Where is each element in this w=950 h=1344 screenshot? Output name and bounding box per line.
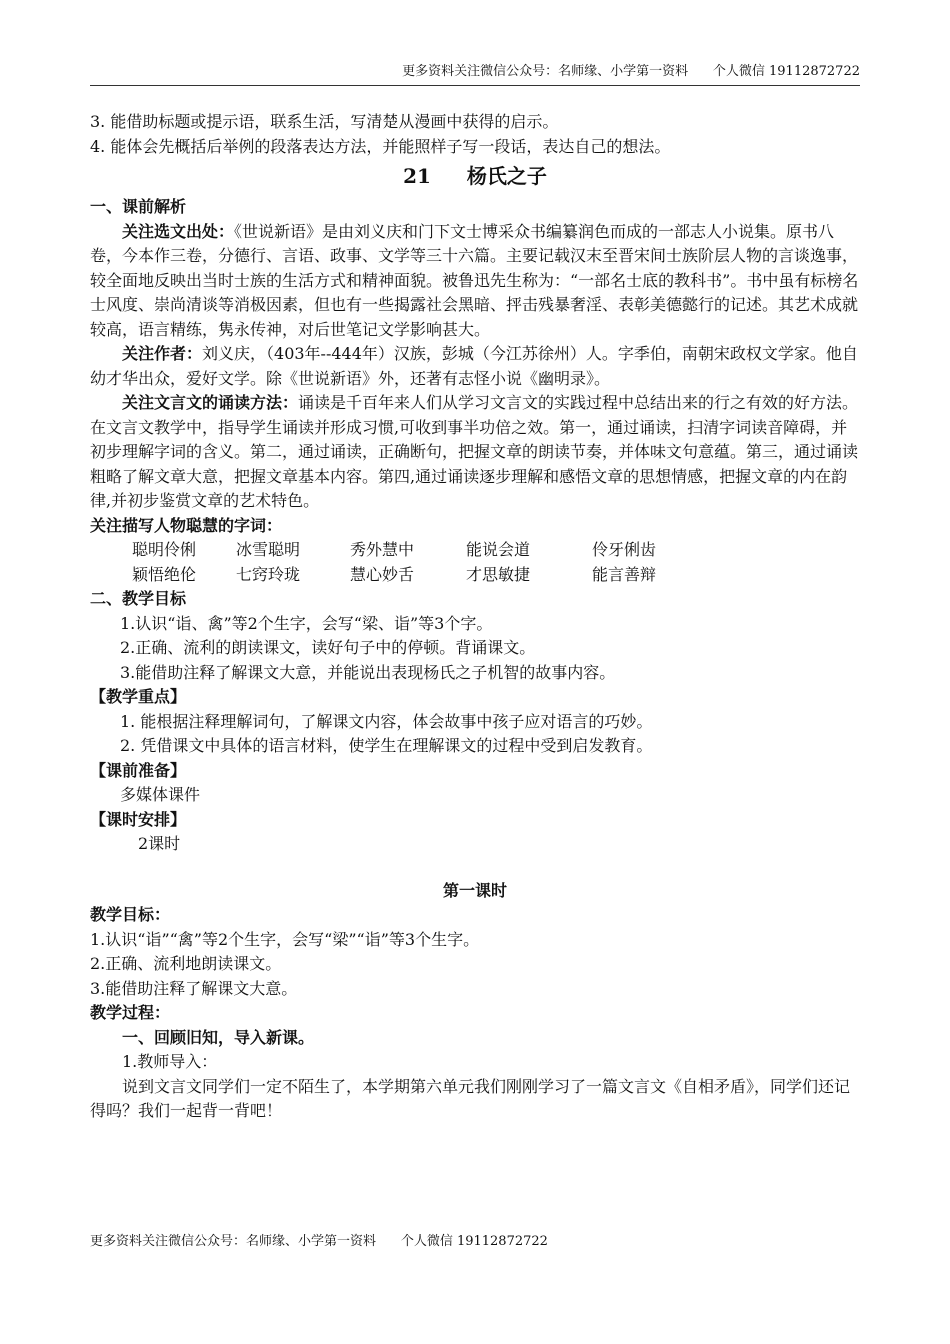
- prep-heading: 【课前准备】: [90, 760, 187, 780]
- author-paragraph: [90, 342, 860, 391]
- lesson-number: 21: [403, 164, 431, 188]
- word-item: 颖悟绝伦: [132, 564, 197, 584]
- word-item: 冰雪聪明: [236, 540, 301, 559]
- goal-item: 2.正确、流利的朗读课文，读好句子中的停顿。背诵课文。: [120, 638, 536, 657]
- words-row-2: [90, 563, 860, 588]
- method-text: 诵读是千百年来人们从学习文言文的实践过程中总结出来的行之有效的好方法。在文言文教学中，指导学生诵读并形成习惯,可收到事半功倍之效。第一，通过诵读，扫清字词读音障碍，并初步理解字词的含义。第二，通过诵读，正确断句，把握文章的朗读节奏，并体味文句意蕴。第三，通过诵读粗略了解文章大意，把握文章基本内容。第四,通过诵读逐步理解和感悟文章的思想情感，把握文章的内在韵律,并初步鉴赏文章的艺术特色。: [90, 393, 859, 510]
- period1-goals-heading: 教学目标：: [90, 905, 171, 924]
- lesson-title: [90, 161, 860, 191]
- step1-text: 说到文言文同学们一定不陌生了，本学期第六单元我们刚刚学习了一篇文言文《自相矛盾》，同学们还记得吗？我们一起背一背吧！: [90, 1076, 851, 1120]
- word-item: 伶牙俐齿: [592, 540, 657, 559]
- page-footer: [90, 1230, 548, 1249]
- keypoint-item: 1. 能根据注释理解词句，了解课文内容，体会故事中孩子应对语言的巧妙。: [120, 711, 653, 731]
- section1-heading: 一、课前解析: [90, 197, 187, 216]
- page-header: [90, 60, 860, 86]
- word-item: 秀外慧中: [350, 540, 415, 559]
- step1-sub: 1.教师导入：: [122, 1052, 218, 1071]
- prior-item: 4. 能体会先概括后举例的段落表达方法，并能照样子写一段话，表达自己的想法。: [90, 136, 671, 156]
- source-label: 关注选文出处：: [122, 221, 235, 241]
- method-label: 关注文言文的诵读方法：: [122, 393, 299, 412]
- period1-goal: 1.认识“诣”“禽”等2个生字，会写“梁”“诣”等3个生字。: [90, 929, 480, 949]
- goal-item: 3.能借助注释了解课文大意，并能说出表现杨氏之子机智的故事内容。: [120, 662, 616, 682]
- source-text: 《世说新语》是由刘义庆和门下文士博采众书编纂润色而成的一部志人小说集。原书八卷，今本作三卷，分德行、言语、政事、文学等三十六篇。主要记载汉末至晋宋间士族阶层人物的言谈逸事，较全面地反映出当时士族的生活方式和精神面貌。被鲁迅先生称为：“一部名士底的教科书”。书中虽有标榜名士风度、崇尚清谈等消极因素，但也有一些揭露社会黑暗、抨击残暴奢淫、表彰美德懿行的记述。其艺术成就较高，语言精练，隽永传神，对后世笔记文学影响甚大。: [90, 221, 859, 339]
- period1-heading: 第一课时: [442, 880, 507, 900]
- header-text: 更多资料关注微信公众号：名师缘、小学第一资料: [402, 64, 689, 79]
- footer-wechat: 个人微信 19112872722: [400, 1234, 548, 1249]
- author-label: 关注作者：: [122, 344, 203, 363]
- word-item: 慧心妙舌: [350, 564, 415, 584]
- document-body: [90, 110, 860, 1124]
- section2-heading: 二、教学目标: [90, 589, 187, 608]
- footer-text: 更多资料关注微信公众号：名师缘、小学第一资料: [90, 1234, 377, 1249]
- words-row-1: [90, 538, 860, 563]
- goal-item: 1.认识“诣、禽”等2个生字，会写“梁、诣”等3个字。: [120, 613, 493, 633]
- period1-goal: 2.正确、流利地朗读课文。: [90, 954, 282, 973]
- prep-text: 多媒体课件: [120, 785, 201, 804]
- period1-goal: 3.能借助注释了解课文大意。: [90, 978, 298, 998]
- method-paragraph: [90, 391, 860, 514]
- word-item: 七窍玲珑: [236, 564, 301, 584]
- prior-item: 3. 能借助标题或提示语，联系生活，写清楚从漫画中获得的启示。: [90, 112, 559, 131]
- schedule-text: 2课时: [138, 834, 181, 853]
- author-text: 刘义庆，（403年--444年）汉族，彭城（今江苏徐州）人。字季伯，南朝宋政权文学家。他自幼才华出众，爱好文学。除《世说新语》外，还著有志怪小说《幽明录》。: [90, 344, 858, 388]
- keypoints-heading: 【教学重点】: [90, 687, 187, 706]
- lesson-title-text: 杨氏之子: [466, 164, 547, 188]
- step1-heading: 一、回顾旧知，导入新课。: [122, 1027, 315, 1047]
- keypoint-item: 2. 凭借课文中具体的语言材料，使学生在理解课文的过程中受到启发教育。: [120, 736, 653, 755]
- schedule-heading: 【课时安排】: [90, 809, 187, 829]
- word-item: 聪明伶俐: [132, 540, 197, 559]
- header-wechat: 个人微信 19112872722: [712, 64, 860, 79]
- words-label: 关注描写人物聪慧的字词：: [90, 515, 283, 535]
- word-item: 能言善辩: [592, 564, 657, 584]
- word-item: 能说会道: [466, 540, 531, 559]
- word-item: 才思敏捷: [466, 564, 531, 584]
- source-paragraph: [90, 220, 860, 343]
- process-heading: 教学过程：: [90, 1003, 171, 1022]
